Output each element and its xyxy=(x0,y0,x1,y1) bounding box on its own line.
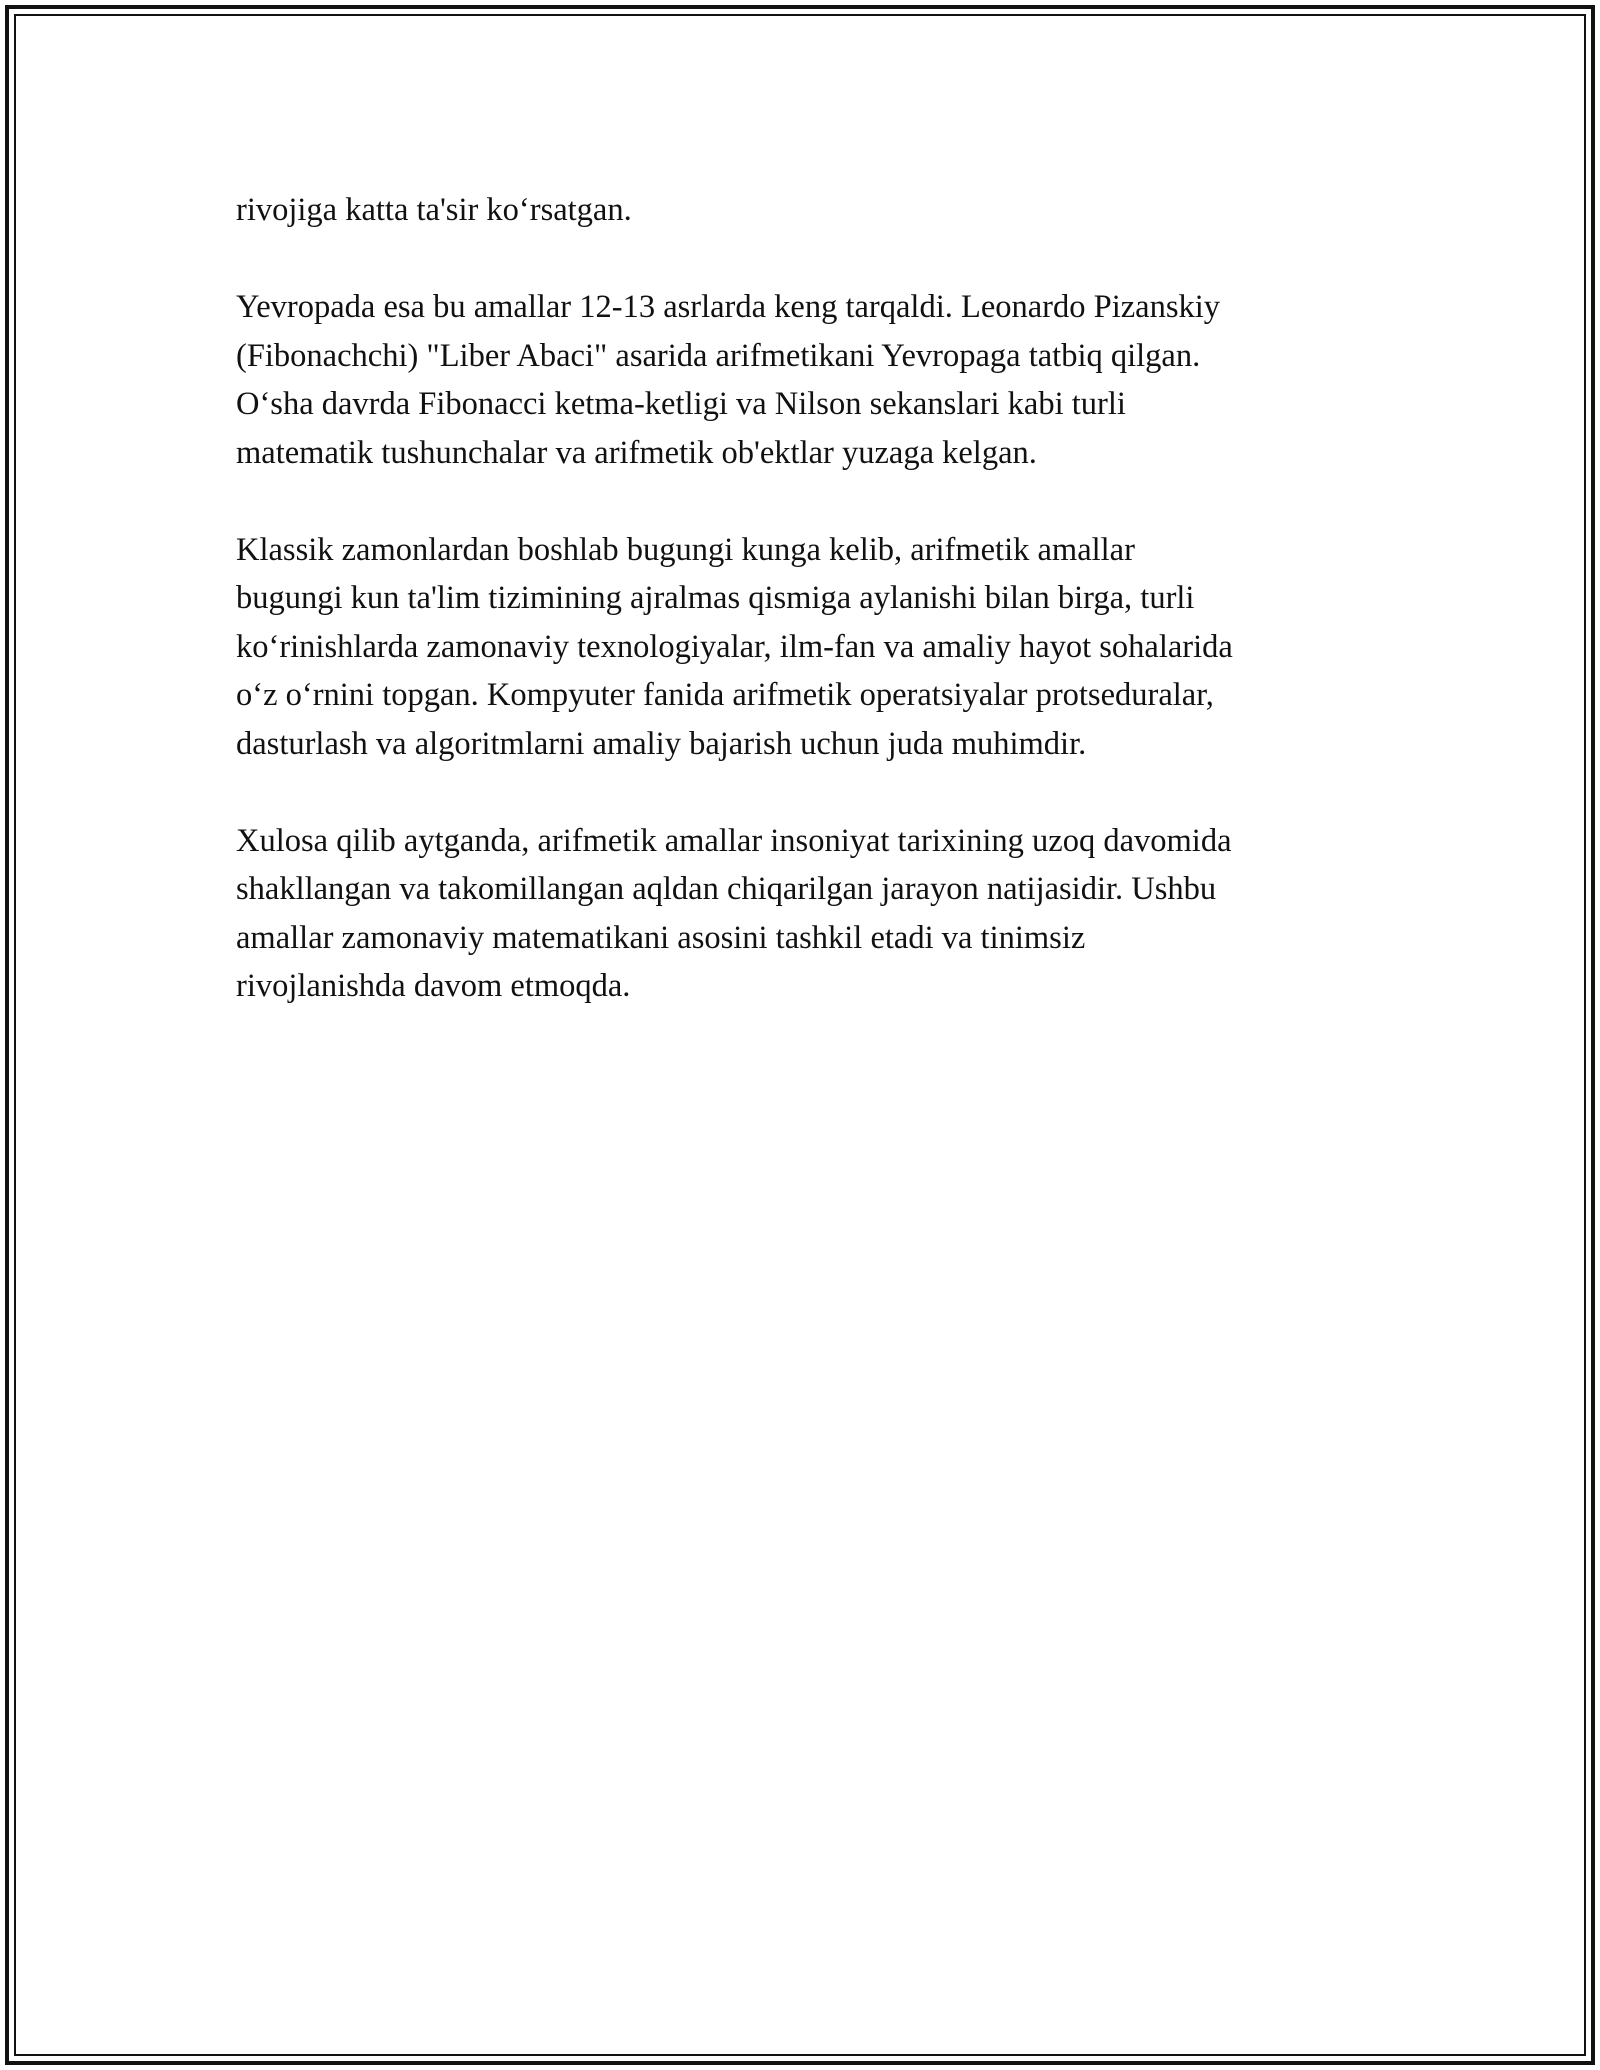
text-line: koʻrinishlarda zamonaviy texnologiyalar, ilm-fan va amaliy hayot sohalarida xyxy=(236,628,1233,665)
text-line: rivojlanishda davom etmoqda. xyxy=(236,968,631,1004)
text-line: rivojiga katta ta'sir koʻrsatgan. xyxy=(236,192,632,228)
text-line: matematik tushunchalar va arifmetik ob'ektlar yuzaga kelgan. xyxy=(236,434,1037,471)
text-line: oʻz oʻrnini topgan. Kompyuter fanida arifmetik operatsiyalar protseduralar, xyxy=(236,677,1214,713)
text-line: Xulosa qilib aytganda, arifmetik amallar insoniyat tarixining uzoq davomida xyxy=(236,822,1232,859)
text-line: Oʻsha davrda Fibonacci ketma-ketligi va Nilson sekanslari kabi turli xyxy=(236,386,1126,422)
text-line: (Fibonachchi) "Liber Abaci" asarida arifmetikani Yevropaga tatbiq qilgan. xyxy=(236,337,1201,374)
paragraph xyxy=(236,817,1366,1011)
text-line: Yevropada esa bu amallar 12-13 asrlarda keng tarqaldi. Leonardo Pizanskiy xyxy=(236,289,1221,325)
text-line: amallar zamonaviy matematikani asosini tashkil etadi va tinimsiz xyxy=(236,919,1086,956)
text-line: dasturlash va algoritmlarni amaliy bajarish uchun juda muhimdir. xyxy=(236,725,1087,762)
paragraph xyxy=(236,283,1366,477)
paragraph xyxy=(236,526,1366,769)
paragraph xyxy=(236,186,1366,235)
text-line: Klassik zamonlardan boshlab bugungi kunga kelib, arifmetik amallar xyxy=(236,531,1135,568)
document-body xyxy=(236,186,1366,1059)
text-line: bugungi kun ta'lim tizimining ajralmas qismiga aylanishi bilan birga, turli xyxy=(236,580,1195,616)
text-line: shakllangan va takomillangan aqldan chiqarilgan jarayon natijasidir. Ushbu xyxy=(236,871,1217,907)
